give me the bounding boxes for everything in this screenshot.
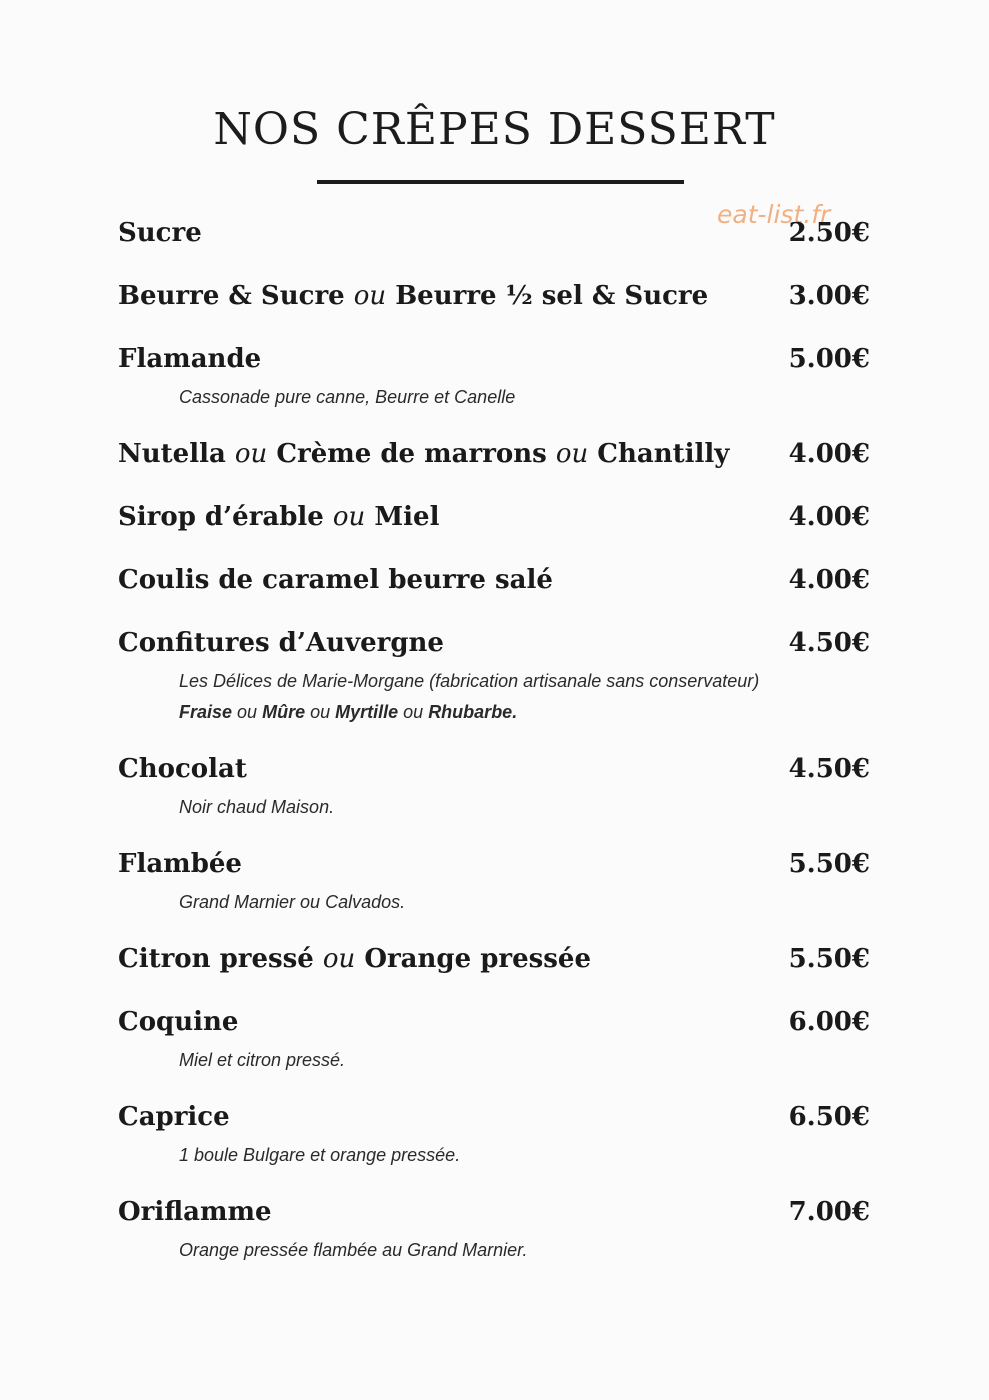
item-price: 5.50€	[788, 849, 870, 879]
menu-item-nutella	[118, 439, 870, 473]
item-name: Flamande	[118, 344, 262, 374]
item-description: Les Délices de Marie-Morgane (fabrication artisanale sans conservateur)	[179, 671, 760, 691]
item-name: Nutella ou Crème de marrons ou Chantilly	[118, 439, 730, 469]
page-title: NOS CRÊPES DESSERT	[213, 104, 776, 155]
item-price: 4.50€	[788, 628, 870, 658]
item-price: 6.00€	[788, 1007, 870, 1037]
item-description: 1 boule Bulgare et orange pressée.	[179, 1145, 461, 1165]
item-price: 4.00€	[788, 439, 870, 469]
menu-item-caprice	[118, 1102, 870, 1171]
item-price: 5.50€	[788, 944, 870, 974]
item-name: Caprice	[118, 1102, 230, 1132]
item-price: 4.00€	[788, 502, 870, 532]
menu-item-flamande	[118, 344, 870, 413]
item-price: 4.00€	[788, 565, 870, 595]
item-name: Coulis de caramel beurre salé	[118, 565, 553, 595]
item-price: 7.00€	[788, 1197, 870, 1227]
item-description: Cassonade pure canne, Beurre et Canelle	[179, 387, 516, 407]
item-price: 6.50€	[788, 1102, 870, 1132]
item-price: 4.50€	[788, 754, 870, 784]
item-price: 5.00€	[788, 344, 870, 374]
menu-item-confitures	[118, 628, 870, 728]
menu-item-chocolat	[118, 754, 870, 823]
item-description: Orange pressée flambée au Grand Marnier.	[179, 1240, 528, 1260]
item-price: 3.00€	[788, 281, 870, 311]
item-name: Confitures d’Auvergne	[118, 628, 444, 658]
item-name: Citron pressé ou Orange pressée	[118, 944, 591, 974]
item-name: Flambée	[118, 849, 242, 879]
item-description: Grand Marnier ou Calvados.	[179, 892, 406, 912]
menu-item-sirop-erable	[118, 502, 870, 536]
menu-item-flambee	[118, 849, 870, 918]
menu-item-citron-orange	[118, 944, 870, 978]
item-description: Miel et citron pressé.	[179, 1050, 346, 1070]
menu-item-beurre-sucre	[118, 281, 870, 315]
title-underline	[317, 180, 684, 184]
item-flavors: Fraise ou Mûre ou Myrtille ou Rhubarbe.	[179, 702, 518, 722]
menu-item-oriflamme	[118, 1197, 870, 1266]
watermark: eat-list.fr	[717, 200, 831, 229]
menu-item-sucre	[118, 218, 870, 252]
item-price: 2.50€	[788, 218, 870, 248]
item-name: Oriflamme	[118, 1197, 272, 1227]
item-name: Beurre & Sucre ou Beurre ½ sel & Sucre	[118, 281, 709, 311]
item-name: Sirop d’érable ou Miel	[118, 502, 440, 532]
item-name: Coquine	[118, 1007, 239, 1037]
item-description: Noir chaud Maison.	[179, 797, 335, 817]
item-name: Sucre	[118, 218, 202, 248]
menu-item-coulis-caramel	[118, 565, 870, 599]
item-name: Chocolat	[118, 754, 247, 784]
menu-item-coquine	[118, 1007, 870, 1076]
